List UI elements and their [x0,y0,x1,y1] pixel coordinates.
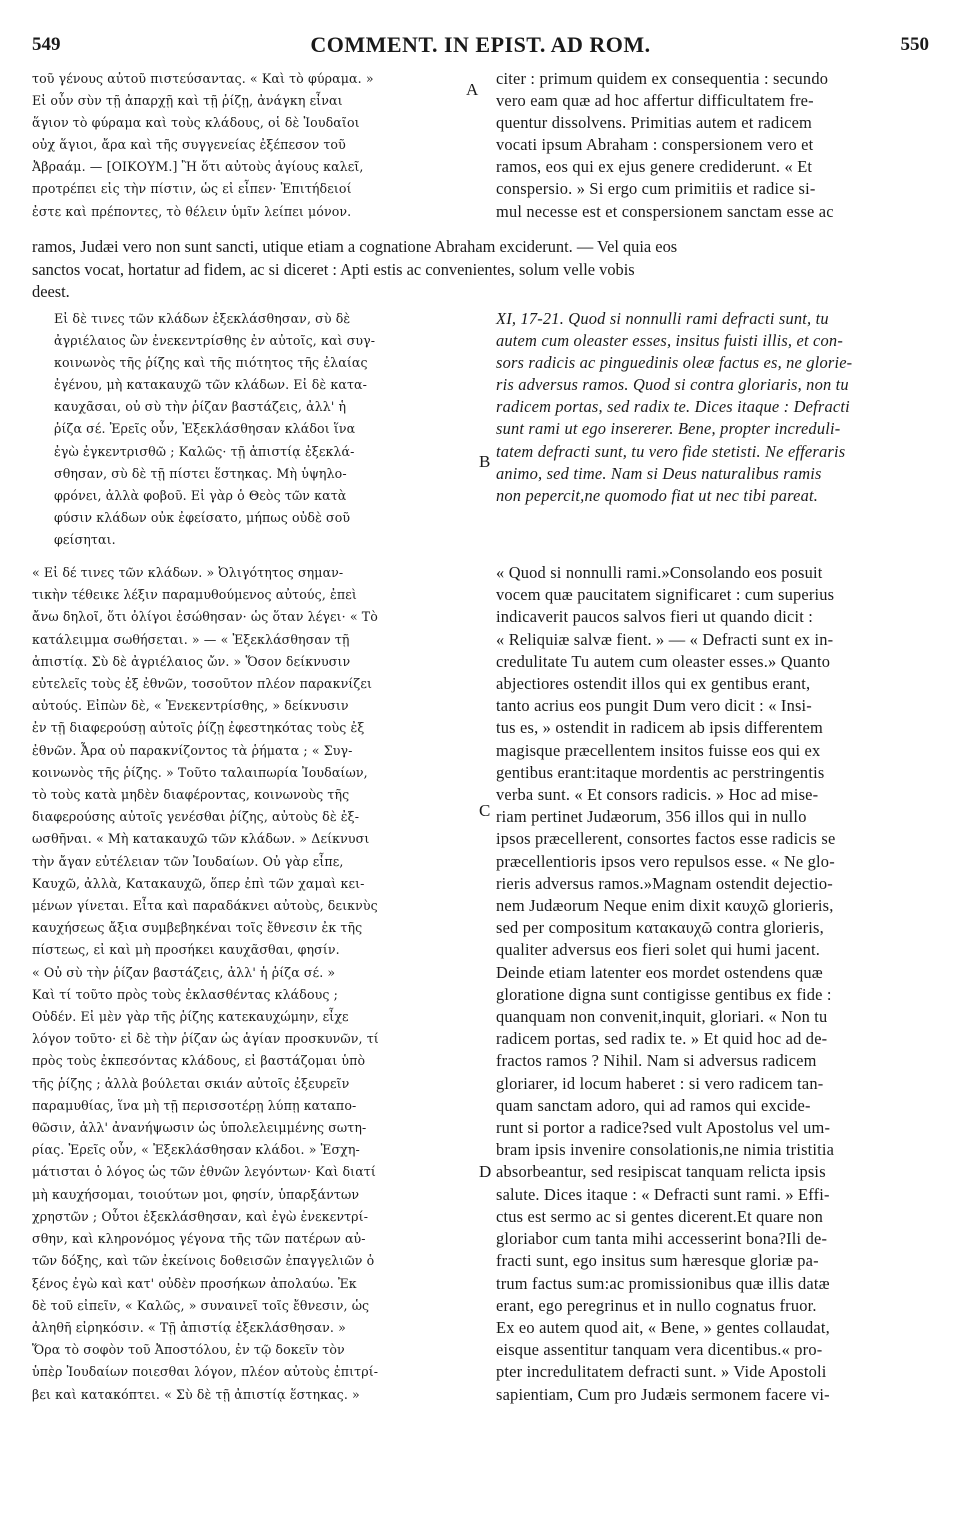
text-line: κοινωνὸς τῆς ῥίζης καὶ τῆς πιότητος τῆς ἐλαίας [54,355,368,371]
text-line: ἐγὼ ἐγκεντρισθῶ ; Καλῶς· τῇ ἀπιστίᾳ ἐξεκλά- [54,443,355,459]
text-line: sapientiam, Cum pro Judæis sermonem facere vi- [496,1384,830,1404]
text-line: vocem quæ paucitatem significaret : cum superius [496,585,835,605]
text-line: ἀγριέλαιος ὢν ἐνεκεντρίσθης ἐν αὐτοῖς, καὶ συγ- [54,333,376,349]
text-line: quam sanctam adoro, qui ad ramos qui excide- [496,1095,811,1115]
text-line: rieris adversus ramos.»Magnam ostendit dejectio- [496,873,833,893]
text-line: ρίας. Ἐρεῖς οὖν, « Ἐξεκλάσθησαν κλάδοι. » Ἐσχη- [32,1142,360,1158]
text-line: ἐστε καὶ πρέποντες, τὸ θέλειν ὑμῖν λείπει μόνον. [32,203,352,219]
text-line: πρὸς τοὺς ἐκπεσόντας κλάδους, εἰ βαστάζομαι ὑπὸ [32,1053,366,1069]
margin-letter-c: C [479,801,491,820]
text-line: magisque præcellentem insitos fuisse eos qui ex [496,740,821,760]
text-line: ἅγιον τὸ φύραμα καὶ τοὺς κλάδους, οἱ δὲ Ἰουδαῖοι [32,115,360,131]
text-line: ramos, eos qui ex ejus genere crediderunt. « Et [496,157,813,177]
text-line: ἄνω δηλοῖ, ὅτι ὀλίγοι ἐσώθησαν· ὡς ὅταν λέγει· « Τὸ [32,609,378,625]
text-line: ipsos præcellerent, consortes factos esse radicis se [496,829,836,849]
greek-column-commentary [32,562,477,1406]
margin-letter-b: B [479,452,491,471]
text-line: conspersio. » Si ergo cum primitiis et radice si- [496,179,816,199]
text-line: σθην, καὶ κληρονόμος γέγονα τῆς τῶν πατέρων αὐ- [32,1231,366,1247]
text-line: τῶν δόξης, καὶ τῶν ἐκείνοις δοθεισῶν ἐπαγγελιῶν ὁ [32,1253,375,1269]
text-line: autem cum oleaster esses, insitus fuisti illis, et con- [496,331,843,351]
running-header [32,30,929,64]
text-line: πίστεως, εἰ καὶ μὴ προσήκει καυχᾶσθαι, φησίν. [32,942,340,958]
text-line: αὐτούς. Εἰπὼν δὲ, « Ἐνεκεντρίσθης, » δείκνυσιν [32,698,349,714]
text-line: ctus est sermo ac si gentes dicerent.Et quare non [496,1206,824,1226]
text-line: βει καὶ κατακόπτει. « Σὺ δὲ τῇ ἀπιστίᾳ ἕστηκας. » [32,1386,360,1402]
text-line: quanquam non convenit,inquit, gloriari. « Non tu [496,1007,828,1027]
text-line: Εἰ δὲ τινες τῶν κλάδων ἐξεκλάσθησαν, σὺ δὲ [54,311,351,326]
text-line: ἐν τῇ διαφερούσῃ αὐτοῖς ῥίζῃ ἐφεστηκότας τοὺς ἐξ [32,720,365,736]
text-line: tus es, » ostendit in radicem ab ipsis differentem [496,718,823,738]
text-line: non pepercit,ne quomodo fiat ut nec tibi pareat. [496,485,819,505]
text-line: ἀληθῆ εἰρηκόσιν. « Τῇ ἀπιστίᾳ ἐξεκλάσθησαν. » [32,1319,346,1335]
text-line: qualiter adversus eos fieri solet qui humi jacent. [496,940,821,960]
text-line: Καυχῶ, ἀλλὰ, Κατακαυχῶ, ὅπερ ἐπὶ τῶν χαμαὶ κει- [32,875,365,891]
text-line: abjectiores ostendit illos qui ex gentibus erant, [496,674,811,694]
text-line: Ὅρα τὸ σοφὸν τοῦ Ἀποστόλου, ἐν τῷ δοκεῖν τὸν [32,1342,345,1358]
text-line: « Quod si nonnulli rami.»Consolando eos posuit [496,563,823,582]
text-line: riam pertinet Judæorum, 356 illos qui in nullo [496,807,807,827]
text-line: gloriarer, id locum haberet : si vero radicem tan- [496,1073,824,1093]
text-line: deest. [32,282,70,301]
text-line: κατάλειμμα σωθήσεται. » — « Ἐξεκλάσθησαν τῇ [32,631,350,647]
greek-column-verse [54,308,474,551]
text-line: trum factus sum:ac promissionibus quæ illis datæ [496,1273,830,1293]
text-line: « Εἰ δέ τινες τῶν κλάδων. » Ὀλιγότητος σημαν- [32,565,344,580]
text-line: τῆς ῥίζης ; ἀλλὰ βούλεται σκιάν αὐτοῖς ἐξευρεῖν [32,1075,350,1091]
text-line: κοινωνὸς τῆς ῥίζης. » Τοῦτο ταλαιπωρία Ἰουδαίων, [32,764,368,780]
text-line: φύσιν κλάδων οὐκ ἐφείσατο, μήπως οὐδὲ σοῦ [54,509,351,525]
text-line: vocati ipsum Abraham : conspersionem vero et [496,135,814,155]
text-line: ῥίζα σέ. Ἐρεῖς οὖν, Ἐξεκλάσθησαν κλάδοι ἵνα [54,421,356,437]
text-line: οὐχ ἅγιοι, ἄρα καὶ τῆς συγγενείας ἐξέπεσον τοῦ [32,137,346,153]
text-line: gentibus erant:itaque mordentis ac perstringentis [496,762,825,782]
text-line: eisque assentitur tanquam vera dicentibus.« pro- [496,1340,823,1360]
text-line: χρηστῶν ; Οὗτοι ἐξεκλάσθησαν, καὶ ἐγὼ ἐνεκεντρί- [32,1208,369,1224]
text-line: Καὶ τί τοῦτο πρὸς τοὺς ἐκλασθέντας κλάδους ; [32,986,338,1002]
text-line: Οὐδέν. Εἰ μὲν γὰρ τῆς ῥίζης κατεκαυχώμην, εἶχε [32,1009,349,1025]
text-line: erant, ego peregrinus et in nullo cognatus fruor. [496,1295,817,1315]
text-line: ἐγένου, μὴ κατακαυχῶ τῶν κλάδων. Εἰ δὲ κατα- [54,377,367,393]
text-line: μένων γίνεται. Εἶτα καὶ παραδάκνει αὐτοὺς, δεικνὺς [32,898,378,914]
text-line: ἀπιστίᾳ. Σὺ δὲ ἀγριέλαιος ὤν. » Ὅσον δείκνυσιν [32,653,351,669]
text-line: bram ipsis invenire consolationis,ne nimia tristitia [496,1140,835,1160]
text-line: θῶσιν, ἀλλ' ἀνανήψωσιν ὡς ὑπολελειμμένης σωτη- [32,1120,367,1136]
text-line: ramos, Judæi vero non sunt sancti, utique etiam a cognatione Abraham exciderunt. — Vel quia eos [32,237,678,256]
text-line: Ἀβραάμ. — [ΟΙΚΟΥΜ.] Ἢ ὅτι αὐτοὺς ἁγίους καλεῖ, [32,159,364,175]
text-line: gloratione digna sunt contigisse gentibus ex fide : [496,984,832,1004]
greek-column-intro [32,68,472,223]
margin-letter-a: A [466,80,479,99]
text-line: ξένος ἐγὼ καὶ κατ' οὐδὲν προσήκων ἀπολαύω. Ἐκ [32,1275,357,1291]
text-line: μάτισται ὁ λόγος ὡς τῶν ἐθνῶν λεγόντων· Καὶ διατί [32,1164,376,1180]
text-line: Deinde etiam latenter eos mordet ostendens quæ [496,962,823,982]
text-line: sed per compositum κατακαυχῶ contra glorieris, [496,918,824,938]
text-line: « Reliquiæ salvæ fient. » — « Defracti sunt ex in- [496,629,834,649]
text-line: sunt rami ut ego insererer. Bene, propter increduli- [496,419,841,439]
text-line: fracti sunt, ego insitus sum hæresque gloriæ pa- [496,1251,819,1271]
text-line: tatem defracti sunt, tu vero fide stetisti. Ne efferaris [496,441,846,461]
text-line: animo, sed time. Nam si Deus naturalibus ramis [496,463,822,483]
text-line: sors radicis ac pinguedinis oleæ factus es, ne glorie- [496,353,853,373]
margin-letter-d: D [479,1162,492,1181]
text-line: Εἰ οὖν σὺν τῇ ἀπαρχῇ καὶ τῇ ῥίζῃ, ἀνάγκη εἶναι [32,93,343,109]
text-line: τοῦ γένους αὐτοῦ πιστεύσαντας. « Καὶ τὸ φύραμα. » [32,71,374,86]
text-line: ὑπὲρ Ἰουδαίων ποιεσθαι λόγον, πλέον αὐτοὺς ἐπιτρί- [32,1364,379,1380]
text-line: καυχήσεως ἄξια συμβεβηκέναι τοῖς ἔθνεσιν ἐκ τῆς [32,920,363,936]
page-number-right: 550 [900,34,929,55]
full-width-paragraph [32,236,932,304]
text-line: indicaverit paucos salvos fieri ut quando dicit : [496,607,814,627]
text-line: φρόνει, ἀλλὰ φοβοῦ. Εἰ γὰρ ὁ Θεὸς τῶν κατὰ [54,487,347,503]
text-line: sanctos vocat, hortatur ad fidem, ac si diceret : Apti estis ac convenientes, solum velle vobis [32,259,635,279]
text-line: XI, 17-21. Quod si nonnulli rami defracti sunt, tu [496,309,829,328]
text-line: radicem portas, sed radix te. Dices itaque : Defracti [496,397,850,417]
latin-column-commentary [496,562,936,1406]
text-line: τὸ τοὺς κατὰ μηδὲν διαφέροντας, κοινωνοὺς τῆς [32,787,350,803]
text-line: fractos ramos ? Nihil. Nam si adversus radicem [496,1051,817,1071]
text-line: citer : primum quidem ex consequentia : secundo [496,69,829,88]
text-line: διαφερούσης αὐτοῖς γενέσθαι ῥίζης, αὐτοὺς δὲ ἐξ- [32,809,360,825]
text-line: λόγον τοῦτο· εἰ δὲ τὴν ῥίζαν ὡς ἁγίαν προσκυνῶν, τί [32,1031,379,1047]
text-line: radicem portas, sed radix te. » Et quid hoc ad de- [496,1029,828,1049]
text-line: nem Judæorum Neque enim dixit καυχῶ glorieris, [496,896,834,916]
text-line: gloriabor cum tanta mihi accesserint bona?Ili de- [496,1229,828,1249]
text-line: εὐτελεῖς τοὺς ἐξ ἐθνῶν, τοσοῦτον πλέον παρακνίζει [32,676,373,692]
text-line: προτρέπει εἰς τὴν πίστιν, ὡς εἰ εἶπεν· Ἐπιτήδειοί [32,181,352,197]
text-line: salute. Dices itaque : « Defracti sunt rami. » Effi- [496,1184,830,1204]
text-line: pter incredulitatem defracti sunt. » Vide Apostoli [496,1362,827,1382]
text-line: καυχᾶσαι, οὐ σὺ τὴν ῥίζαν βαστάζεις, ἀλλ' ἡ [54,399,347,415]
text-line: credulitate Tu autem cum oleaster esses.» Quanto [496,651,831,671]
text-line: quentur dissolvens. Primitias autem et radicem [496,113,813,133]
text-line: absorbeantur, sed resipiscat tanquam relicta ipsis [496,1162,826,1182]
text-line: « Οὐ σὺ τὴν ῥίζαν βαστάζεις, ἀλλ' ἡ ῥίζα σέ. » [32,964,336,980]
text-line: tanto acrius eos pungit Dum vero dicit : « Insi- [496,696,812,716]
running-title: COMMENT. IN EPIST. AD ROM. [310,32,651,57]
text-line: ωσθῆναι. « Μὴ κατακαυχῶ τῶν κλάδων. » Δείκνυσι [32,831,370,847]
text-line: σθησαν, σὺ δὲ τῇ πίστει ἕστηκας. Μὴ ὑψηλο- [54,465,347,481]
text-line: τικὴν τέθεικε λέξιν παραμυθούμενος αὐτούς, ἐπεὶ [32,587,357,603]
text-line: vero eam quæ ad hoc affertur difficultatem fre- [496,91,814,111]
text-line: Ex eo autem quod ait, « Bene, » gentes collaudat, [496,1317,830,1337]
text-line: φείσηται. [54,531,116,547]
text-line: μὴ καυχήσομαι, τοιούτων μοι, φησίν, ὑπαρξάντων [32,1186,360,1202]
text-line: ris adversus ramos. Quod si contra gloriaris, non tu [496,375,849,395]
text-line: παραμυθίας, ἵνα μὴ τῇ περισσοτέρῃ λύπῃ καταπο- [32,1097,357,1113]
latin-column-intro [496,68,936,223]
latin-column-verse [496,308,936,507]
text-line: mul necesse est et conspersionem sanctam esse ac [496,201,834,221]
text-line: runt si portor a radice?sed vult Apostolus vel um- [496,1118,831,1138]
page-number-left: 549 [32,34,61,55]
text-line: verba sunt. « Et consors radicis. » Hoc ad mise- [496,785,819,805]
text-line: τὴν ἄγαν εὐτέλειαν τῶν Ἰουδαίων. Οὐ γὰρ εἶπε, [32,853,344,869]
text-line: ἐθνῶν. Ἆρα οὐ παρακνίζοντος τὰ ῥήματα ; « Συγ- [32,742,353,758]
text-line: δὲ τοῦ εἰπεῖν, « Καλῶς, » συναινεῖ τοῖς ἔθνεσιν, ὡς [32,1297,370,1313]
text-line: præcellentioris ipsos vero repulsos esse. « Ne glo- [496,851,835,871]
